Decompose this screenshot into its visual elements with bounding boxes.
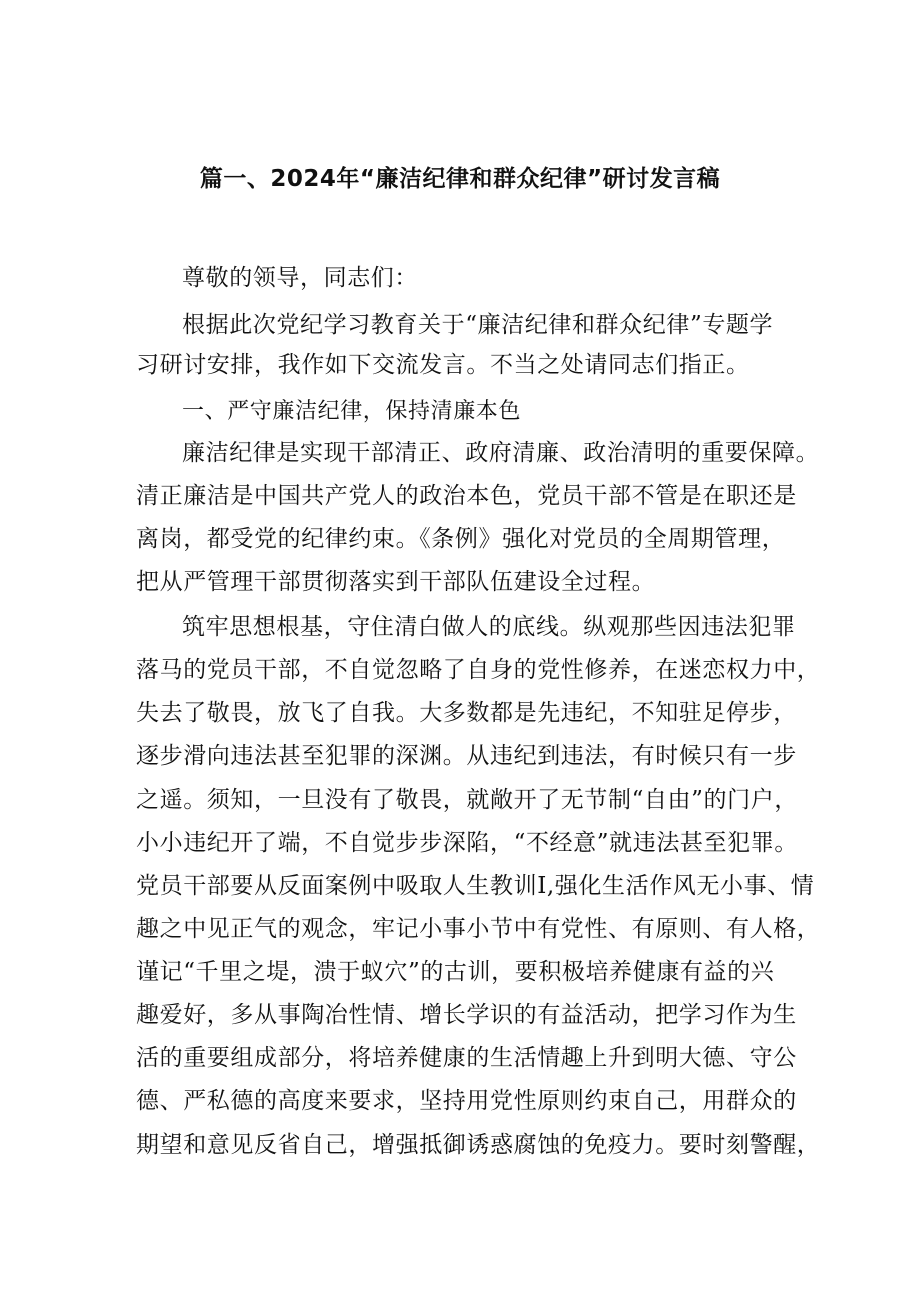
section-heading: 一、严守廉洁纪律，保持清廉本色: [182, 399, 522, 424]
paragraph-line: 离岗，都受党的纪律约束。《条例》强化对党员的全周期管理，: [136, 526, 786, 552]
paragraph-line: 廉洁纪律是实现干部清正、政府清廉、政治清明的重要保障。: [182, 440, 820, 466]
paragraph-line: 筑牢思想根基，守住清白做人的底线。纵观那些因违法犯罪: [182, 614, 796, 640]
paragraph-line: 谨记“千里之堤，溃于蚁穴”的古训，要积极培养健康有益的兴: [136, 959, 775, 985]
paragraph-line: 逐步滑向违法甚至犯罪的深渊。从违纪到违法，有时候只有一步: [136, 743, 797, 769]
paragraph-line: 活的重要组成部分，将培养健康的生活情趣上升到明大德、守公: [136, 1045, 797, 1071]
paragraph-line: 落马的党员干部，不自觉忽略了自身的党性修养，在迷恋权力中，: [136, 657, 821, 683]
paragraph-line: 期望和意见反省自己，增强抵御诱惑腐蚀的免疫力。要时刻警醒，: [136, 1132, 821, 1158]
intro-line: 习研讨安排，我作如下交流发言。不当之处请同志们指正。: [136, 352, 750, 378]
paragraph-line: 趣之中见正气的观念，牢记小事小节中有党性、有原则、有人格，: [136, 916, 821, 942]
paragraph-line: 小小违纪开了端，不自觉步步深陷，“不经意”就违法甚至犯罪。: [136, 830, 798, 856]
paragraph-line: 德、严私德的高度来要求，坚持用党性原则约束自己，用群众的: [136, 1088, 797, 1114]
paragraph-line: 清正廉洁是中国共产党人的政治本色，党员干部不管是在职还是: [136, 483, 797, 509]
paragraph-line: 趣爱好，多从事陶冶性情、增长学识的有益活动，把学习作为生: [136, 1002, 797, 1028]
paragraph-line: 把从严管理干部贯彻落实到干部队伍建设全过程。: [136, 569, 656, 595]
greeting: 尊敬的领导，同志们：: [182, 265, 418, 291]
paragraph-line: 失去了敬畏，放飞了自我。大多数都是先违纪，不知驻足停步，: [136, 700, 797, 726]
document-title: 篇一、2024年“廉洁纪律和群众纪律”研讨发言稿: [199, 166, 721, 192]
paragraph-line: 之遥。须知，一旦没有了敬畏，就敞开了无节制“自由”的门户，: [136, 787, 798, 813]
intro-line: 根据此次党纪学习教育关于“廉洁纪律和群众纪律”专题学: [182, 312, 774, 338]
paragraph-line: 党员干部要从反面案例中吸取人生教训I,强化生活作风无小事、情: [136, 873, 815, 899]
